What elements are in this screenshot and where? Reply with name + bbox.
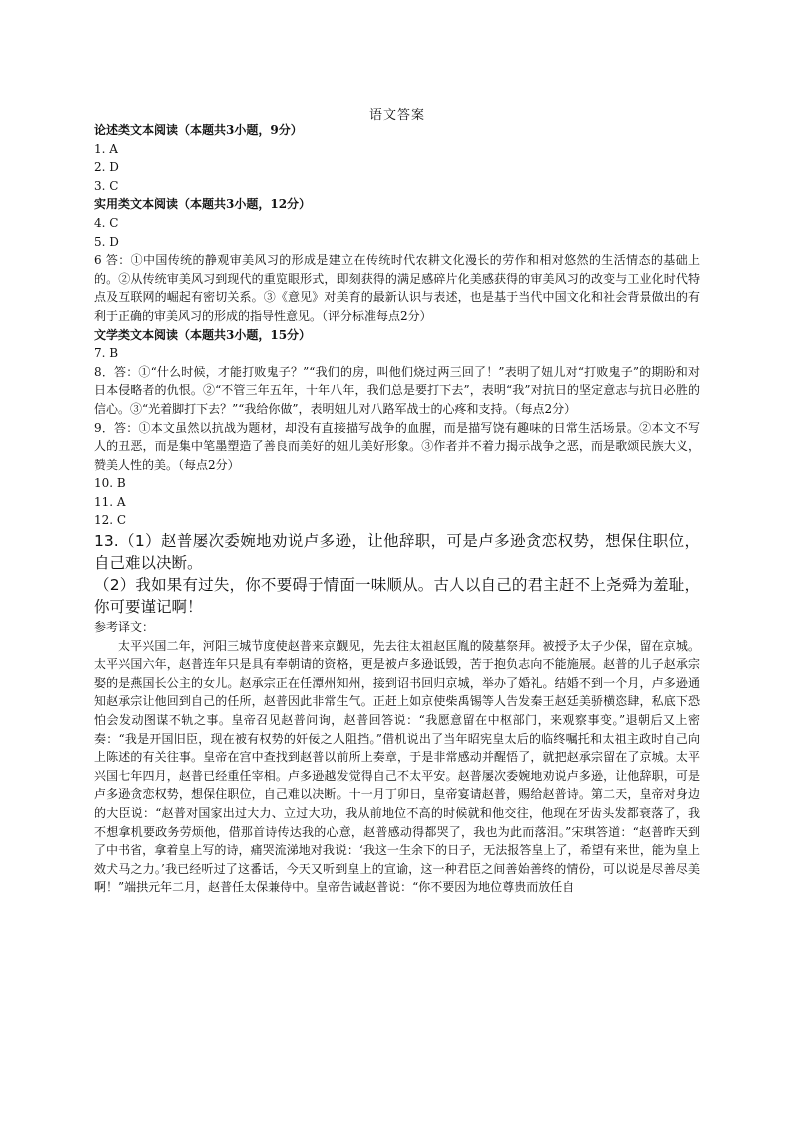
answer-2: 2. D: [94, 160, 119, 175]
answer-5: 5. D: [94, 234, 119, 249]
document-title: 语文答案: [368, 108, 425, 123]
answer-13-part-1: 13.（1）赵普屡次委婉地劝说卢多逊，让他辞职，可是卢多逊贪恋权势，想保住职位，自己难以决断。: [94, 532, 700, 573]
section-heading-literary: 文学类文本阅读（本题共3小题，15分）: [94, 327, 312, 342]
reference-translation-label: 参考译文：: [94, 620, 155, 635]
answer-3: 3. C: [94, 178, 119, 193]
answer-9: 9．答：①本文虽然以抗战为题材，却没有直接描写战争的血腥，而是描写饶有趣味的日常生活场景。②本文不写人的丑恶，而是集中笔墨塑造了善良而美好的妞儿美好形象。③作者并不着力揭示战争之恶，而是歌颂民族大义，赞美人性的美。（每点2分）: [94, 420, 700, 472]
answer-8: 8．答：①“什么时候，才能打败鬼子？”“我们的房，叫他们烧过两三回了！”表明了妞儿对“打败鬼子”的期盼和对日本侵略者的仇恨。②“不管三年五年，十年八年，我们总是要打下去”，表明“我”对抗日的坚定意志与抗日必胜的信心。③“光着脚打下去？”“我给你做”，表明妞儿对八路军战士的心疼和支持。（每点2分）: [94, 364, 700, 416]
answer-body: [94, 121, 700, 897]
section-heading-argumentative: 论述类文本阅读（本题共3小题，9分）: [94, 123, 303, 137]
answer-12: 12. C: [94, 513, 127, 528]
answer-4: 4. C: [94, 215, 119, 230]
reference-translation-text: 太平兴国二年，河阳三城节度使赵普来京觐见，先去往太祖赵匡胤的陵墓祭拜。被授予太子少保，留在京城。太平兴国六年，赵普连年只是具有奉朝请的资格，更是被卢多逊诋毁，苦于抱负志向不能施展。赵普的儿子赵承宗娶的是燕国长公主的女儿。赵承宗正在任潭州知州，接到诏书回归京城，举办了婚礼。结婚不到一个月，卢多逊通知赵承宗让他回到自己的任所，赵普因此非常生气。正赶上如京使柴禹锡等人告发秦王赵廷美骄横恣肆，私底下恐怕会发动图谋不轨之事。皇帝召见赵普问询，赵普回答说：“我愿意留在中枢部门，来观察事变。”退朝后又上密奏：“我是开国旧臣，现在被有权势的奸佞之人阻挡。”借机说出了当年昭宪皇太后的临终嘱托和太祖主政时自己向上陈述的有关往事。皇帝在宫中查找到赵普以前所上奏章，于是非常感动并醒悟了，就把赵承宗留在了京城。太平兴国七年四月，赵普已经重任宰相。卢多逊越发觉得自己不太平安。赵普屡次委婉地劝说卢多逊，让他辞职，可是卢多逊贪恋权势，想保住职位，自己难以决断。十一月丁卯日，皇帝宴请赵普，赐给赵普诗。第二天，皇帝对身边的大臣说：“赵普对国家出过大力、立过大功，我从前地位不高的时候就和他交往，他现在牙齿头发都衰落了，我不想拿机要政务劳烦他，借那首诗传达我的心意，赵普感动得都哭了，我也为此而落泪。”宋琪答道：“赵普昨天到了中书省，拿着皇上写的诗，痛哭流涕地对我说：‘我这一生余下的日子，无法报答皇上了，希望有来世，能为皇上效犬马之力。’我已经听过了这番话，今天又听到皇上的宣谕，这一种君臣之间善始善终的情份，可以说是尽善尽美啊！”端拱元年二月，赵普任太保兼侍中。皇帝告诫赵普说：“你不要因为地位尊贵而放任自: [94, 638, 700, 895]
answer-1: 1. A: [94, 141, 118, 156]
answer-10: 10. B: [94, 476, 126, 491]
section-heading-practical: 实用类文本阅读（本题共3小题，12分）: [94, 197, 312, 212]
answer-13-part-2: （2）我如果有过失，你不要碍于情面一味顺从。古人以自己的君主赶不上尧舜为羞耻，你可要谨记啊！: [94, 576, 700, 617]
answer-7: 7. B: [94, 346, 119, 361]
answer-6: 6 答：①中国传统的静观审美风习的形成是建立在传统时代农耕文化漫长的劳作和相对悠然的生活情态的基础上的。②从传统审美风习到现代的重览眼形式，即刻获得的满足感碎片化美感获得的审美风习的改变与工业化时代特点及互联网的崛起有密切关系。③《意见》对美育的最新认识与表述，也是基于当代中国文化和社会背景做出的有利于正确的审美风习的形成的指导性意见。（评分标准每点2分）: [94, 253, 700, 323]
answer-11: 11. A: [94, 494, 126, 509]
